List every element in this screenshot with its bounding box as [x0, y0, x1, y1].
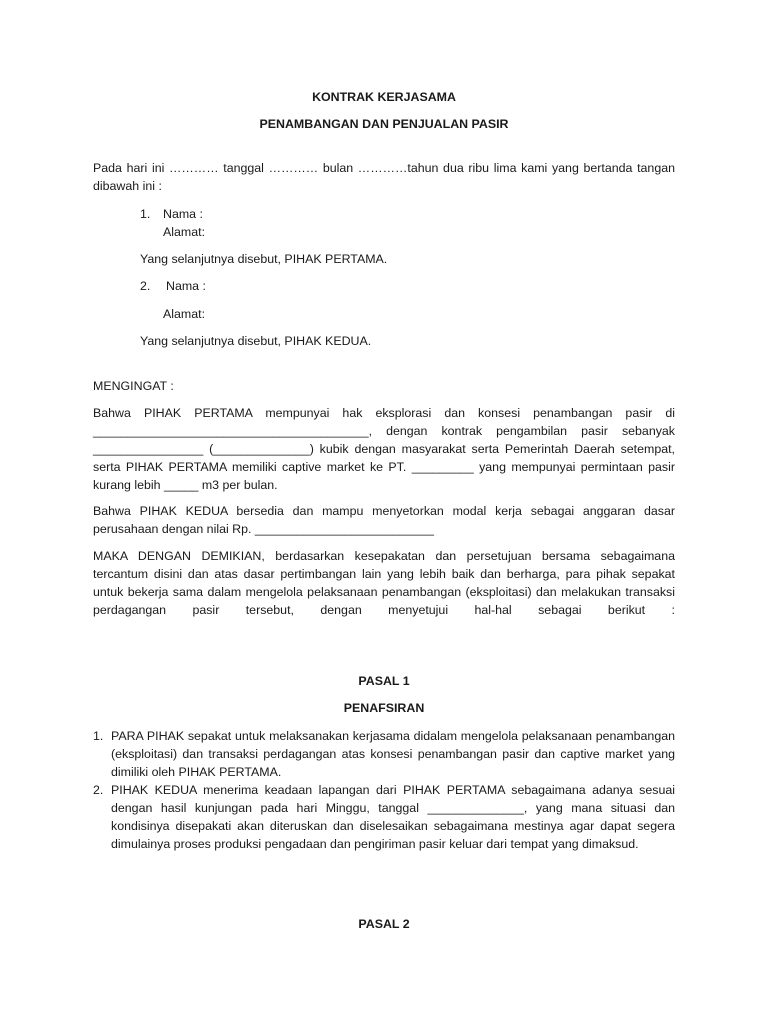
- party-1-name-label: Nama :: [163, 207, 203, 221]
- list-item: [93, 727, 675, 781]
- party-1-address-label: Alamat:: [163, 225, 206, 239]
- pasal-2-heading: PASAL 2: [358, 917, 410, 931]
- pasal-1-list: [93, 727, 675, 853]
- party-1-number: 1.: [140, 207, 151, 221]
- document-title: KONTRAK KERJASAMA: [312, 90, 456, 104]
- mengingat-heading: MENGINGAT :: [93, 379, 174, 393]
- list-item-number: 1.: [93, 729, 104, 743]
- mengingat-paragraph-1: Bahwa PIHAK PERTAMA mempunyai hak eksplorasi dan konsesi penambangan pasir di ________________________________________, dengan kontrak pengambilan pasir sebanyak ________________ (______________) kubik dengan masyarakat serta Pemerintah Daerah setempat, serta PIHAK PERTAMA memiliki captive market ke PT. _________ yang mempunyai permintaan pasir kurang lebih _____ m3 per bulan.: [93, 406, 675, 492]
- pasal-1-subheading: PENAFSIRAN: [343, 701, 425, 715]
- list-item-text: PARA PIHAK sepakat untuk melaksanakan kerjasama didalam mengelola pelaksanaan penambangan (eksploitasi) dan transaksi perdagangan atas konsesi penambangan pasir dan captive market yang dimiliki oleh PIHAK PERTAMA.: [111, 729, 675, 779]
- party-1-designation: Yang selanjutnya disebut, PIHAK PERTAMA.: [140, 252, 388, 266]
- document-subtitle: PENAMBANGAN DAN PENJUALAN PASIR: [259, 117, 509, 131]
- party-2-address-label: Alamat:: [163, 307, 206, 321]
- list-item-text: PIHAK KEDUA menerima keadaan lapangan dari PIHAK PERTAMA sebagaimana adanya sesuai dengan hasil kunjungan pada hari Minggu, tanggal ______________, yang mana situasi dan kondisinya disepakati akan diteruskan dan diselesaikan sebagaimana mestinya agar dapat segera dimulainya proses produksi pengadaan dan pengiriman pasir keluar dari tempat yang dimaksud.: [111, 783, 675, 851]
- list-item: [93, 781, 675, 853]
- list-item-number: 2.: [93, 783, 104, 797]
- pasal-1-heading: PASAL 1: [358, 674, 410, 688]
- party-2-name-label: Nama :: [166, 279, 206, 293]
- opening-paragraph: Pada hari ini ………… tanggal ………… bulan …………tahun dua ribu lima kami yang bertanda tangan dibawah ini :: [93, 161, 675, 193]
- party-2-number: 2.: [140, 279, 151, 293]
- party-2-designation: Yang selanjutnya disebut, PIHAK KEDUA.: [140, 334, 372, 348]
- mengingat-paragraph-3: MAKA DENGAN DEMIKIAN, berdasarkan kesepakatan dan persetujuan bersama sebagaimana tercantum disini dan atas dasar pertimbangan lain yang lebih baik dan berharga, para pihak sepakat untuk bekerja sama dalam mengelola pelaksanaan penambangan (eksploitasi) dan melakukan transaksi perdagangan pasir tersebut, dengan menyetujui hal-hal sebagai berikut :: [93, 549, 675, 617]
- mengingat-paragraph-2: Bahwa PIHAK KEDUA bersedia dan mampu menyetorkan modal kerja sebagai anggaran dasar perusahaan dengan nilai Rp. __________________________: [93, 504, 675, 536]
